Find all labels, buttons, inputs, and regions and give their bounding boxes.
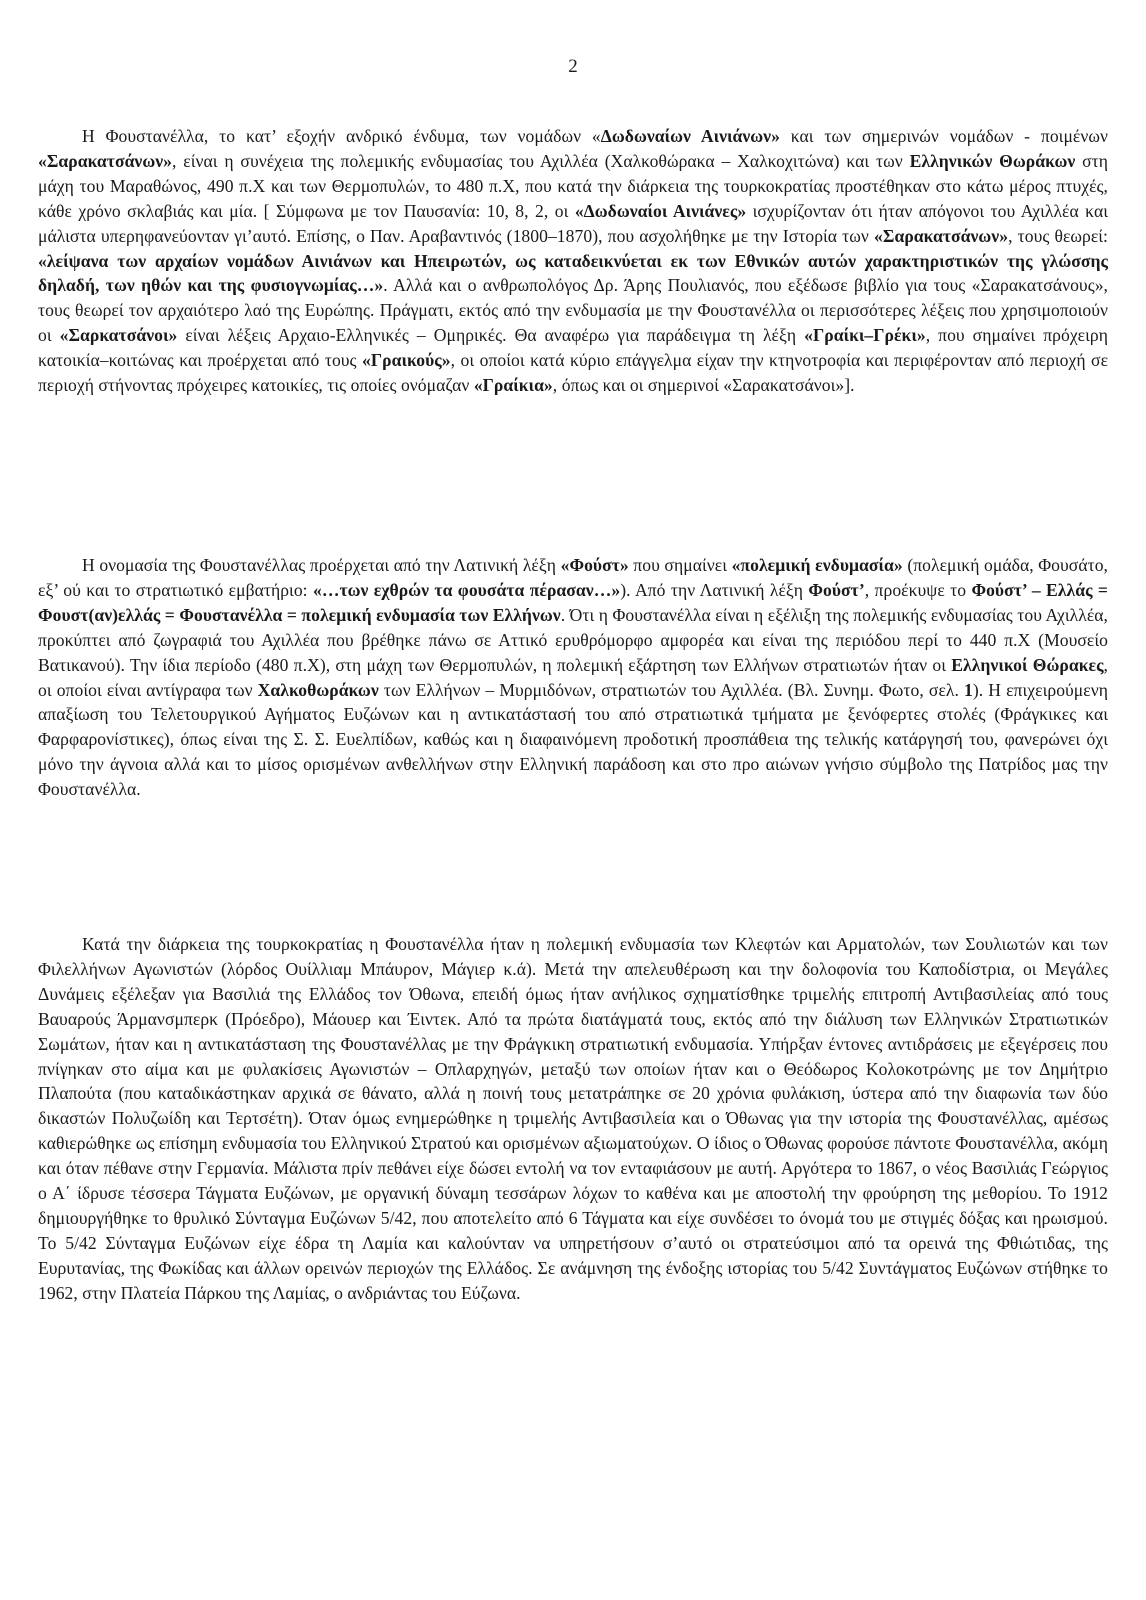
text-run: ισχυρίζονταν ότι ήταν απόγονοι του Αχιλλέα και μάλιστα υπερηφανεύονταν γι’αυτό. Επίσης, ο Παν. Αραβαντινός (1800–1870), που ασχολήθηκε με την Ιστορία των: [38, 200, 1108, 246]
bold-text-run: Χαλκοθωράκων: [257, 679, 379, 700]
text-run: , οι οποίοι είναι αντίγραφα των: [38, 654, 1108, 700]
bold-text-run: «…των εχθρών τα φουσάτα πέρασαν…»: [312, 579, 621, 600]
bold-text-run: «Φούστ»: [560, 555, 629, 575]
bold-text-run: Φούστ’: [808, 579, 865, 600]
paragraph-1: [38, 124, 1108, 398]
text-run: Κατά την διάρκεια της τουρκοκρατίας η Φουστανέλλα ήταν η πολεμική ενδυμασία των Κλεφτών και Αρματολών, των Σουλιωτών και των Φιλελλήνων Αγωνιστών (λόρδος Ουίλλιαμ Μπάυρον, Μάγιερ κ.ά). Μετά την απελευθέρωση και την δολοφονία του Καποδίστρια, οι Μεγάλες Δυνάμεις εξέλεξαν για Βασιλιά της Ελλάδος τον Όθωνα, επειδή όμως ήταν ανήλικος σχηματίσθηκε τριμελής επιτροπή Αντιβασιλείας από τους Βαυαρούς Άρμανσμπερκ (Πρόεδρο), Μάουερ και Έιντεκ. Από τα πρώτα διατάγματά τους, εκτός από την διάλυση των Ελληνικών Στρατιωτικών Σωμάτων, ήταν και η αντικατάσταση της Φουστανέλλας με την Φράγκικη στρατιωτική ενδυμασία. Υπήρξαν έντονες αντιδράσεις με εξεγέρσεις που πνίγηκαν στο αίμα και με φυλακίσεις Αγωνιστών – Οπλαρχηγών, μεταξύ των οποίων ήταν και ο Θεόδωρος Κολοκοτρώνης με τον Δημήτριο Πλαπούτα (που καταδικάστηκαν αρχικά σε θάνατο, αλλά η ποινή τους μετατράπηκε σε 20 χρόνια φυλάκιση, ύστερα από την διαφωνία των δύο δικαστών Πολυζωίδη και Τερτσέτη). Όταν όμως ενημερώθηκε η τριμελής Αντιβασιλεία και ο Όθωνας για την ιστορία της Φουστανέλλας, αμέσως καθιερώθηκε ως επίσημη ενδυμασία του Ελληνικού Στρατού και ορισμένων αξιωματούχων. Ο ίδιος ο Όθωνας φορούσε πάντοτε Φουστανέλλα, ακόμη και όταν πέθανε στην Γερμανία. Μάλιστα πρίν πεθάνει είχε δώσει εντολή να τον ενταφιάσουν με αυτή. Αργότερα το 1867, ο νέος Βασιλιάς Γεώργιος ο Α΄ ίδρυσε τέσσερα Τάγματα Ευζώνων, με οργανική δύναμη τεσσάρων λόχων το καθένα και με αποστολή την φρούρηση της μεθορίου. Το 1912 δημιουργήθηκε το θρυλικό Σύνταγμα Ευζώνων 5/42, που αποτελείτο από 6 Τάγματα και είχε συνδέσει το όνομά του με στιγμές δόξας και ηρωισμού. Το 5/42 Σύνταγμα Ευζώνων είχε έδρα τη Λαμία και καλούνταν να υπηρετήσουν σ’αυτό οι στρατεύσιμοι από τα ορεινά της Φθιώτιδας, της Ευρυτανίας, της Φωκίδας και άλλων ορεινών περιοχών της Ελλάδος. Σε ανάμνηση της ένδοξης ιστορίας του 5/42 Συντάγματος Ευζώνων στήθηκε το 1962, στην Πλατεία Πάρκου της Λαμίας, ο ανδριάντας του Εύζωνα.: [38, 934, 1108, 1303]
bold-text-run: Ελληνικοί Θώρακες: [951, 654, 1104, 675]
bold-text-run: «Γραίκια»: [473, 375, 553, 396]
bold-text-run: «Δωδωναίοι Αινιάνες»: [574, 200, 747, 221]
text-run: ). Από την Λατινική λέξη: [620, 579, 809, 600]
text-run: , όπως και οι σημερινοί «Σαρακατσάνοι»].: [552, 375, 855, 396]
bold-text-run: Δωδωναίων Αινιάνων»: [600, 126, 780, 146]
bold-text-run: 1: [964, 679, 973, 700]
bold-text-run: «Γραικούς»: [362, 350, 451, 371]
paragraph-2: [38, 553, 1108, 802]
text-run: και των σημερινών νομάδων - ποιμένων: [779, 126, 1109, 146]
paragraph-3: [38, 932, 1108, 1306]
bold-text-run: «Σαρκατσάνοι»: [59, 325, 178, 346]
text-run: , είναι η συνέχεια της πολεμικής ενδυμασίας του Αχιλλέα (Χαλκοθώρακα – Χαλκοχιτώνα) και των: [172, 150, 910, 171]
text-run: ). Η επιχειρούμενη απαξίωση του Τελετουργικού Αγήματος Ευζώνων και η αντικατάστασή του από στρατιωτικά τμήματα με ξενόφερτες στολές (Φράγκικες και Φαρφαρονίστικες), όπως είναι της Σ. Σ. Ευελπίδων, καθώς και η διαφαινόμενη προδοτική προσπάθεια της τελικής κατάργησή του, φανερώνει όχι μόνο την άγνοια αλλά και το μίσος ορισμένων ανθελλήνων στην Ελληνική παράδοση και στο προ αιώνων γνήσιο σύμβολο της Πατρίδος μας την Φουστανέλλα.: [38, 679, 1108, 800]
text-run: , που σημαίνει πρόχειρη κατοικία–κοιτώνας και προέρχεται από τους: [38, 325, 1108, 371]
text-run: των Ελλήνων – Μυρμιδόνων, στρατιωτών του Αχιλλέα. (Βλ. Συνημ. Φωτο, σελ.: [378, 679, 964, 700]
bold-text-run: Φούστ’ – Ελλάς = Φουστ(αν)ελλάς = Φουστανέλλα = πολεμική ενδυμασία των Ελλήνων: [38, 579, 1108, 625]
bold-text-run: «Σαρακατσάνων»: [874, 225, 1009, 246]
text-run: που σημαίνει: [628, 555, 732, 575]
bold-text-run: «Σαρακατσάνων»: [38, 150, 173, 171]
text-run: Η ονομασία της Φουστανέλλας προέρχεται από την Λατινική λέξη: [82, 555, 561, 575]
text-run: , προέκυψε το: [864, 579, 972, 600]
bold-text-run: Ελληνικών Θωράκων: [909, 150, 1076, 171]
text-run: (πολεμική ομάδα, Φουσάτο, εξ’ ού και το στρατιωτικό εμβατήριο:: [38, 555, 1109, 600]
text-run: . Ότι η Φουστανέλλα είναι η εξέλιξη της πολεμικής ενδυμασίας του Αχιλλέα, προκύπτει από ζωγραφιά του Αχιλλέα που βρέθηκε πάνω σε Αττικό ερυθρόμορφο αμφορέα και είναι της περιόδου περί το 440 π.Χ (Μουσείο Βατικανού). Την ίδια περίοδο (480 π.Χ), στη μάχη των Θερμοπυλών, η πολεμική εξάρτηση των Ελλήνων στρατιωτών ήταν οι: [38, 604, 1108, 675]
text-run: είναι λέξεις Αρχαιο-Ελληνικές – Ομηρικές. Θα αναφέρω για παράδειγμα τη λέξη: [177, 325, 805, 346]
page-number: 2: [568, 56, 578, 77]
bold-text-run: «Γραίκι–Γρέκι»: [804, 325, 926, 346]
text-run: . Αλλά και ο ανθρωπολόγος Δρ. Άρης Πουλιανός, που εξέδωσε βιβλίο για τους «Σαρακατσάνους», τους θεωρεί τον αρχαιότερο λαό της Ευρώπης. Πράγματι, εκτός από την ενδυμασία με την Φουστανέλλα οι περισσότερες λέξεις που χρησιμοποιούν οι: [38, 275, 1109, 346]
bold-text-run: «πολεμική ενδυμασία»: [731, 555, 903, 575]
text-run: , οι οποίοι κατά κύριο επάγγελμα είχαν την κτηνοτροφία και περιφέρονταν από περιοχή σε περιοχή στήνοντας πρόχειρες κατοικίες, τις οποίες ονόμαζαν: [38, 350, 1109, 396]
text-run: στη μάχη του Μαραθώνος, 490 π.Χ και των Θερμοπυλών, το 480 π.Χ, που κατά την διάρκεια της τουρκοκρατίας προστέθηκαν στο κάτω μέρος πτυχές, κάθε χρόνο σκλαβιάς και μία. [ Σύμφωνα με τον Παυσανία: 10, 8, 2, οι: [38, 150, 1108, 221]
document-page: [38, 0, 1108, 1600]
text-run: Η Φουστανέλλα, το κατ’ εξοχήν ανδρικό ένδυμα, των νομάδων «: [82, 126, 601, 146]
bold-text-run: «λείψανα των αρχαίων νομάδων Αινιάνων και Ηπειρωτών, ως καταδεικνύεται εκ των Εθνικών αυτών χαρακτηριστικών της γλώσσης δηλαδή, των ηθών και της φυσιογνωμίας…»: [38, 250, 1108, 296]
text-run: , τους θεωρεί:: [1008, 225, 1108, 246]
